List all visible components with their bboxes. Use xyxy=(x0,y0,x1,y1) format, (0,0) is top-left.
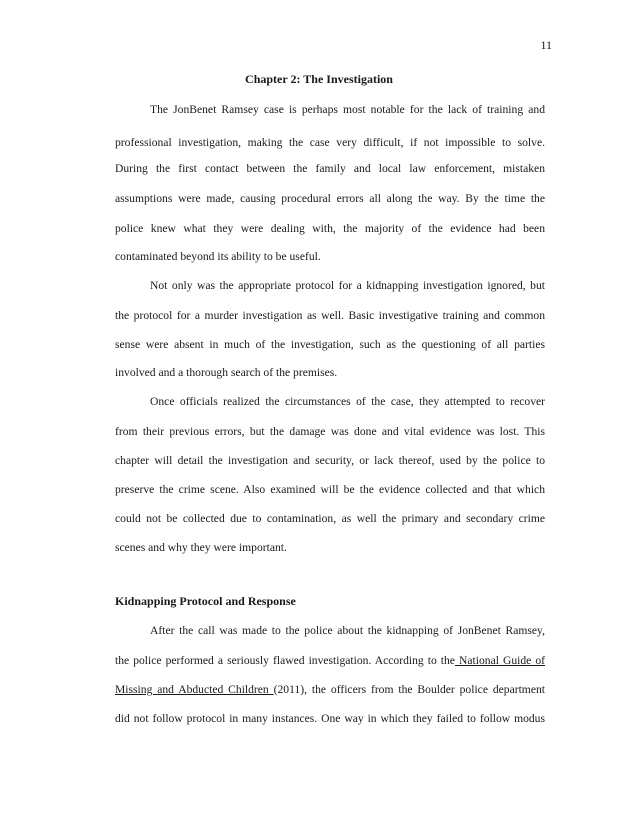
paragraph-line: Not only was the appropriate protocol for a kidnapping investigation ignored, but xyxy=(150,279,545,292)
paragraph-line: professional investigation, making the case very difficult, if not impossible to solve. xyxy=(115,136,545,149)
cited-title: National Guide of xyxy=(454,654,545,667)
paragraph-line: involved and a thorough search of the premises. xyxy=(115,366,338,379)
paragraph-text: (2011), the officers from the Boulder police department xyxy=(273,683,545,696)
cited-title: Missing and Abducted Children xyxy=(115,683,274,696)
paragraph-line: from their previous errors, but the damage was done and vital evidence was lost. This xyxy=(115,425,545,438)
paragraph-line: Once officials realized the circumstances of the case, they attempted to recover xyxy=(150,395,545,408)
paragraph-line: police knew what they were dealing with, the majority of the evidence had been xyxy=(115,222,545,235)
paragraph-line: sense were absent in much of the investigation, such as the questioning of all parties xyxy=(115,338,545,351)
paragraph-line: scenes and why they were important. xyxy=(115,541,287,554)
paragraph-line: The JonBenet Ramsey case is perhaps most notable for the lack of training and xyxy=(150,103,545,116)
paragraph-line: chapter will detail the investigation and security, or lack thereof, used by the police to xyxy=(115,454,545,467)
paragraph-line: After the call was made to the police about the kidnapping of JonBenet Ramsey, xyxy=(150,624,545,637)
paragraph-line xyxy=(115,683,545,697)
paragraph-line xyxy=(115,654,545,668)
paragraph-text: the police performed a seriously flawed investigation. According to the xyxy=(115,654,455,667)
section-heading: Kidnapping Protocol and Response xyxy=(115,594,296,608)
chapter-title: Chapter 2: The Investigation xyxy=(245,72,393,86)
paragraph-line: During the first contact between the family and local law enforcement, mistaken xyxy=(115,162,545,175)
paragraph-line: contaminated beyond its ability to be useful. xyxy=(115,250,321,263)
paragraph-line: assumptions were made, causing procedural errors all along the way. By the time the xyxy=(115,192,545,205)
paragraph-line: preserve the crime scene. Also examined will be the evidence collected and that which xyxy=(115,483,545,496)
page-number: 11 xyxy=(540,38,552,52)
paragraph-line: could not be collected due to contamination, as well the primary and secondary crime xyxy=(115,512,545,525)
paragraph-line: did not follow protocol in many instances. One way in which they failed to follow modus xyxy=(115,712,545,725)
paragraph-line: the protocol for a murder investigation as well. Basic investigative training and common xyxy=(115,309,545,322)
